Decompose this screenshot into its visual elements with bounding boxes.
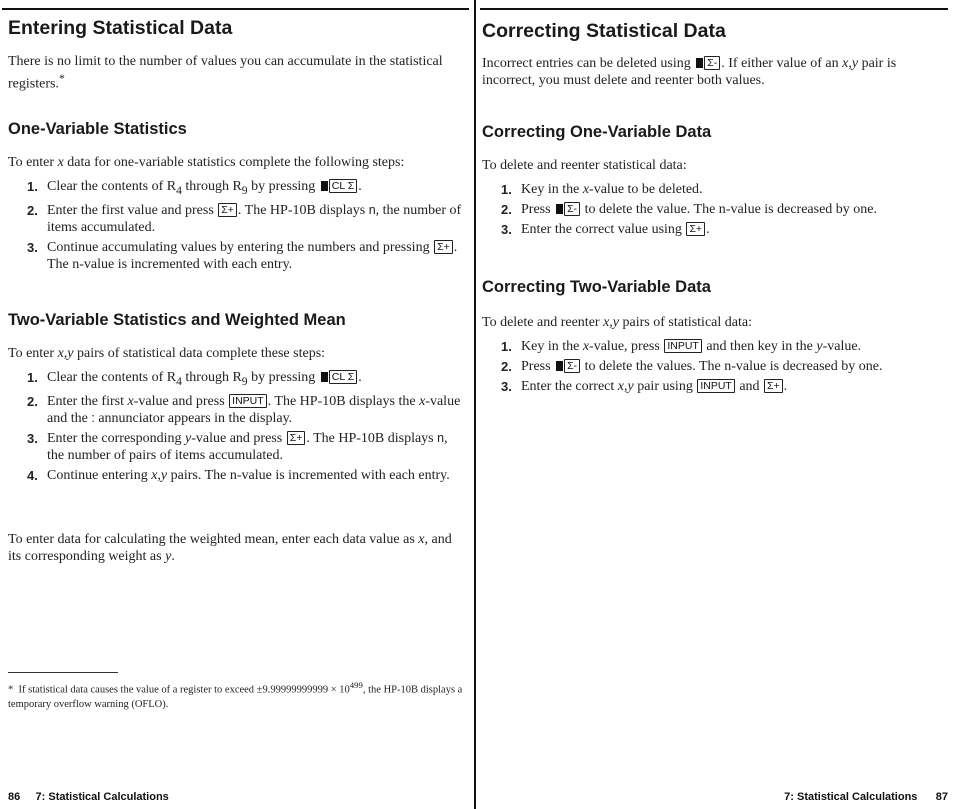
sigma-minus-key-icon: Σ- (564, 359, 580, 373)
cl-sigma-key-icon: CL Σ (329, 179, 357, 193)
intro-paragraph (8, 53, 448, 93)
list-item: 1. Key in the x-value to be deleted. (501, 182, 703, 197)
sigma-plus-key-icon: Σ+ (764, 379, 783, 393)
sigma-minus-key-icon: Σ- (564, 202, 580, 216)
sigma-minus-key-icon: Σ- (704, 56, 720, 70)
list-item: 3. Enter the correct value using Σ+ . (501, 222, 710, 237)
sigma-plus-key-icon: Σ+ (218, 203, 237, 217)
list-item: 2. Enter the first value and press Σ+ . The HP-10B displays n, the number of items accumulated. (27, 202, 462, 235)
footnote-mark: * (58, 72, 65, 85)
input-key-icon: INPUT (697, 379, 735, 393)
shift-key-icon (321, 372, 328, 382)
page-title: Correcting Statistical Data (482, 20, 726, 42)
input-key-icon: INPUT (229, 394, 267, 408)
correct-two-var-steps (501, 338, 946, 398)
top-rule (480, 8, 948, 10)
section-heading-one-variable: One-Variable Statistics (8, 120, 187, 138)
footnote-rule (8, 672, 118, 673)
list-item: 2. Press Σ- to delete the values. The n-value is decreased by one. (501, 359, 883, 374)
correct-one-var-lead: To delete and reenter statistical data: (482, 158, 687, 173)
page-footer (8, 791, 169, 803)
chapter-title: 7: Statistical Calculations (784, 791, 918, 803)
page-number: 86 (8, 791, 21, 803)
correct-one-var-steps (501, 181, 946, 241)
list-item: 2. Enter the first x-value and press INPUT . The HP-10B displays the x-value and the : annunciator appears in the display. (27, 393, 461, 426)
weighted-mean-paragraph: To enter data for calculating the weighted mean, enter each data value as x, and its corresponding weight as y. (8, 532, 452, 564)
input-key-icon: INPUT (664, 339, 702, 353)
list-item: 3. Continue accumulating values by entering the numbers and pressing Σ+ . The n-value is incremented with each entry. (27, 239, 458, 272)
sigma-plus-key-icon: Σ+ (287, 431, 306, 445)
sigma-plus-key-icon: Σ+ (434, 240, 453, 254)
page-number: 87 (935, 791, 948, 803)
list-item: 3. Enter the corresponding y-value and press Σ+ . The HP-10B displays n, the number of pairs of items accumulated. (27, 430, 448, 463)
two-var-lead: To enter x,y pairs of statistical data complete these steps: (8, 346, 326, 361)
shift-key-icon (321, 181, 328, 191)
shift-key-icon (696, 58, 703, 68)
list-item: 4. Continue entering x,y pairs. The n-value is incremented with each entry. (27, 467, 450, 483)
section-heading-correct-two-variable: Correcting Two-Variable Data (482, 278, 711, 296)
list-item: 1. Key in the x-value, press INPUT and then key in the y-value. (501, 339, 862, 354)
list-item: 1. Clear the contents of $R_4$ through $R_9$ by pressing CL Σ . (27, 179, 362, 197)
shift-key-icon (556, 361, 563, 371)
one-var-lead: To enter x data for one-variable statistics complete the following steps: (8, 155, 405, 170)
footnote: * If statistical data causes the value of a register to exceed $\pm 9.99999999999 \times 10^{499}$, the HP-10B displays a temporary overflow warning (OFLO). (8, 680, 463, 710)
right-page (476, 0, 954, 809)
top-rule (2, 8, 469, 10)
correct-two-var-lead: To delete and reenter x,y pairs of statistical data: (482, 315, 752, 330)
left-page (0, 0, 475, 809)
section-heading-two-variable: Two-Variable Statistics and Weighted Mean (8, 311, 346, 329)
chapter-title: 7: Statistical Calculations (35, 791, 169, 803)
cl-sigma-key-icon: CL Σ (329, 370, 357, 384)
page-footer (784, 791, 948, 803)
section-heading-correct-one-variable: Correcting One-Variable Data (482, 123, 712, 141)
two-var-steps (27, 369, 467, 487)
intro-paragraph: Incorrect entries can be deleted using Σ- . If either value of an x,y pair is incorrect, you must delete and reenter both values. (482, 56, 897, 88)
one-var-steps (27, 178, 467, 276)
list-item: 3. Enter the correct x,y pair using INPUT and Σ+ . (501, 379, 788, 394)
intro-text: There is no limit to the number of values you can accumulate in the statistical registers. (8, 54, 443, 92)
list-item: 1. Clear the contents of $R_4$ through $R_9$ by pressing CL Σ . (27, 370, 362, 388)
sigma-plus-key-icon: Σ+ (686, 222, 705, 236)
page-title: Entering Statistical Data (8, 17, 233, 39)
list-item: 2. Press Σ- to delete the value. The n-value is decreased by one. (501, 202, 878, 217)
shift-key-icon (556, 204, 563, 214)
